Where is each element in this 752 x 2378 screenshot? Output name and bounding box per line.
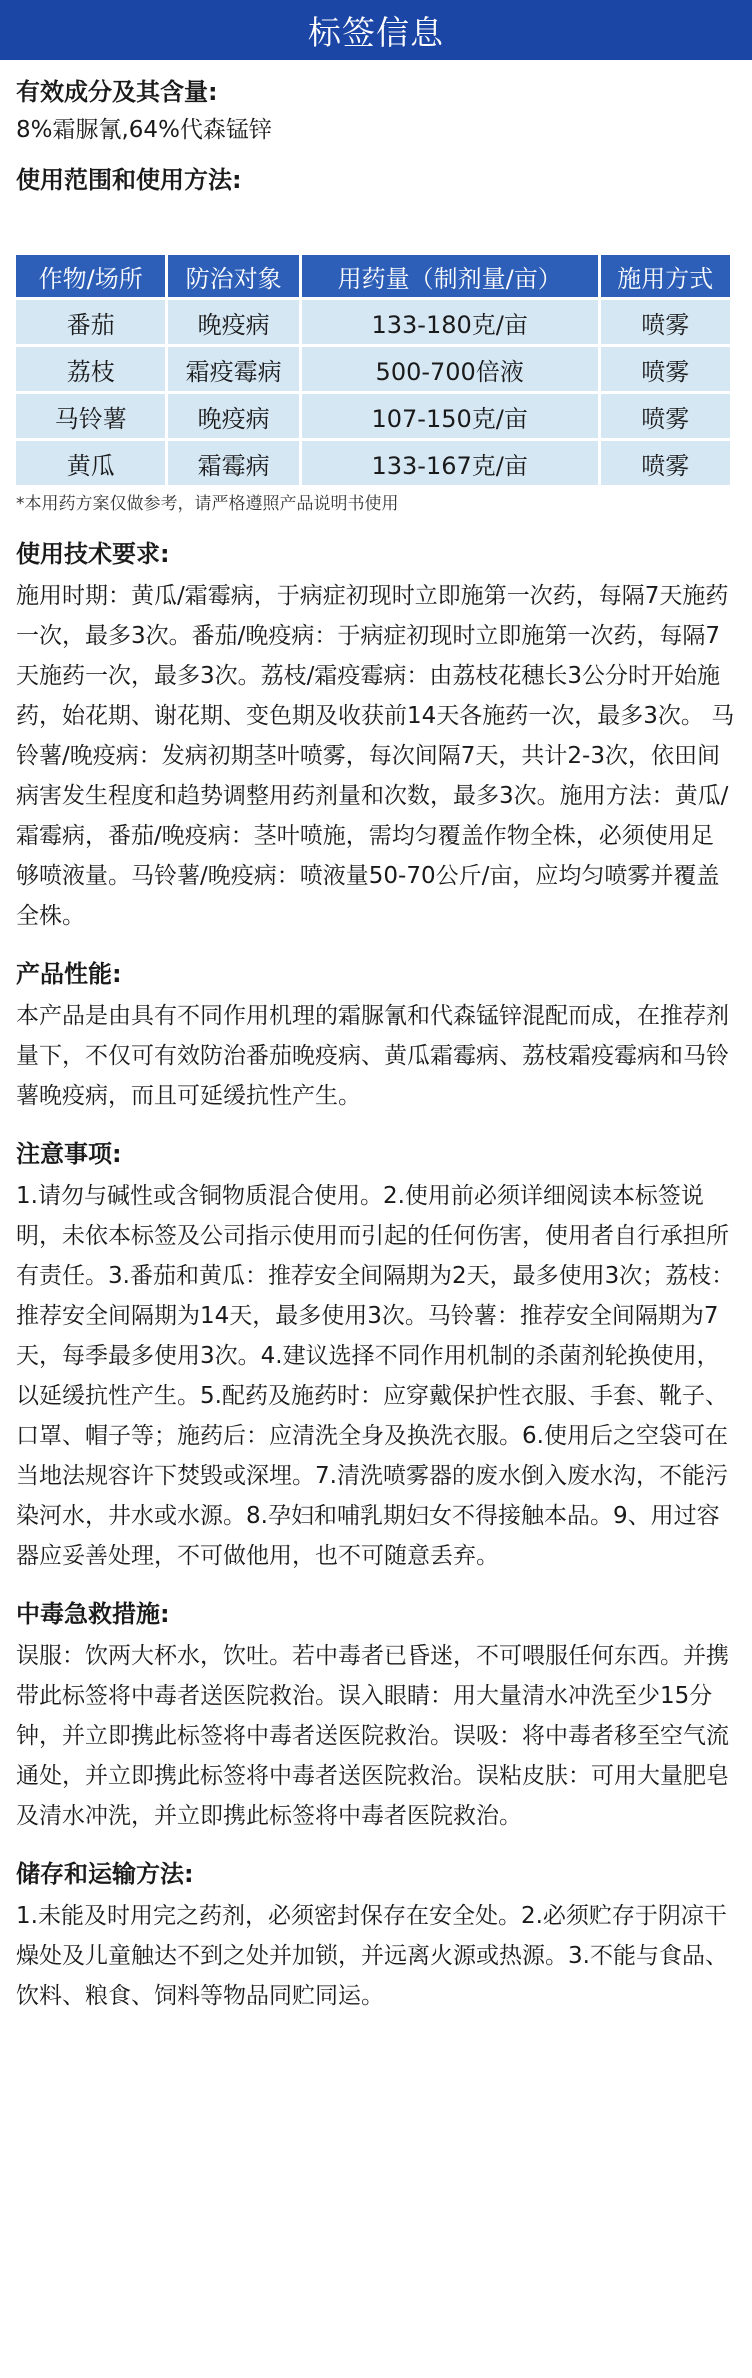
col-header-crop: 作物/场所 [16, 255, 165, 297]
precautions-title: 注意事项: [16, 1140, 122, 1168]
table-header-row [16, 255, 730, 297]
page-header [0, 0, 752, 60]
tech-title: 使用技术要求: [16, 540, 170, 568]
col-header-dosage: 用药量（制剂量/亩） [302, 255, 598, 297]
cell-method: 喷雾 [601, 347, 730, 391]
table-row [16, 441, 730, 485]
usage-title: 使用范围和使用方法: [16, 166, 242, 194]
label-content [0, 74, 752, 2016]
cell-crop: 黄瓜 [16, 441, 165, 485]
cell-dosage: 500-700倍液 [302, 347, 598, 391]
cell-dosage: 107-150克/亩 [302, 394, 598, 438]
performance-title: 产品性能: [16, 960, 122, 988]
cell-method: 喷雾 [601, 300, 730, 344]
ingredients-title: 有效成分及其含量: [16, 78, 218, 106]
precautions-text: 1.请勿与碱性或含铜物质混合使用。2.使用前必须详细阅读本标签说明，未依本标签及公司指示使用而引起的任何伤害，使用者自行承担所有责任。3.番茄和黄瓜：推荐安全间隔期为2天，最多使用3次；荔枝：推荐安全间隔期为14天，最多使用3次。马铃薯：推荐安全间隔期为7天，每季最多使用3次。4.建议选择不同作用机制的杀菌剂轮换使用，以延缓抗性产生。5.配药及施药时：应穿戴保护性衣服、手套、靴子、口罩、帽子等；施药后：应清洗全身及换洗衣服。6.使用后之空袋可在当地法规容许下焚毁或深埋。7.清洗喷雾器的废水倒入废水沟，不能污染河水，井水或水源。8.孕妇和哺乳期妇女不得接触本品。9、用过容器应妥善处理，不可做他用，也不可随意丢弃。 [16, 1183, 735, 1569]
storage-title: 储存和运输方法: [16, 1860, 194, 1888]
cell-method: 喷雾 [601, 441, 730, 485]
cell-target: 晚疫病 [168, 300, 298, 344]
col-header-target: 防治对象 [168, 255, 298, 297]
col-header-method: 施用方式 [601, 255, 730, 297]
tech-text: 施用时期：黄瓜/霜霉病，于病症初现时立即施第一次药，每隔7天施药一次，最多3次。番茄/晚疫病：于病症初现时立即施第一次药，每隔7天施药一次，最多3次。荔枝/霜疫霉病：由荔枝花穗长3公分时开始施药，始花期、谢花期、变色期及收获前14天各施药一次，最多3次。 马铃薯/晚疫病：发病初期茎叶喷雾，每次间隔7天，共计2-3次，依田间病害发生程度和趋势调整用药剂量和次数，最多3次。施用方法：黄瓜/霜霉病，番茄/晚疫病：茎叶喷施，需均匀覆盖作物全株，必须使用足够喷液量。马铃薯/晚疫病：喷液量50-70公斤/亩，应均匀喷雾并覆盖全株。 [16, 583, 735, 929]
cell-target: 晚疫病 [168, 394, 298, 438]
cell-method: 喷雾 [601, 394, 730, 438]
table-row [16, 300, 730, 344]
cell-dosage: 133-167克/亩 [302, 441, 598, 485]
cell-dosage: 133-180克/亩 [302, 300, 598, 344]
storage-text: 1.未能及时用完之药剂，必须密封保存在安全处。2.必须贮存于阴凉干燥处及儿童触达不到之处并加锁，并远离火源或热源。3.不能与食品、饮料、粮食、饲料等物品同贮同运。 [16, 1903, 728, 2009]
usage-table [13, 252, 733, 488]
firstaid-title: 中毒急救措施: [16, 1600, 170, 1628]
table-row [16, 394, 730, 438]
cell-crop: 番茄 [16, 300, 165, 344]
cell-target: 霜疫霉病 [168, 347, 298, 391]
table-row [16, 347, 730, 391]
cell-target: 霜霉病 [168, 441, 298, 485]
ingredients-text: 8%霜脲氰,64%代森锰锌 [16, 117, 272, 143]
usage-note: *本用药方案仅做参考，请严格遵照产品说明书使用 [16, 494, 399, 514]
cell-crop: 荔枝 [16, 347, 165, 391]
page-title: 标签信息 [308, 12, 444, 52]
firstaid-text: 误服：饮两大杯水，饮吐。若中毒者已昏迷，不可喂服任何东西。并携带此标签将中毒者送医院救治。误入眼睛：用大量清水冲洗至少15分钟，并立即携此标签将中毒者送医院救治。误吸：将中毒者移至空气流通处，并立即携此标签将中毒者送医院救治。误粘皮肤：可用大量肥皂及清水冲洗，并立即携此标签将中毒者医院救治。 [16, 1643, 729, 1829]
performance-text: 本产品是由具有不同作用机理的霜脲氰和代森锰锌混配而成，在推荐剂量下，不仅可有效防治番茄晚疫病、黄瓜霜霉病、荔枝霜疫霉病和马铃薯晚疫病，而且可延缓抗性产生。 [16, 1003, 729, 1109]
cell-crop: 马铃薯 [16, 394, 165, 438]
usage-table-wrap [16, 252, 736, 518]
